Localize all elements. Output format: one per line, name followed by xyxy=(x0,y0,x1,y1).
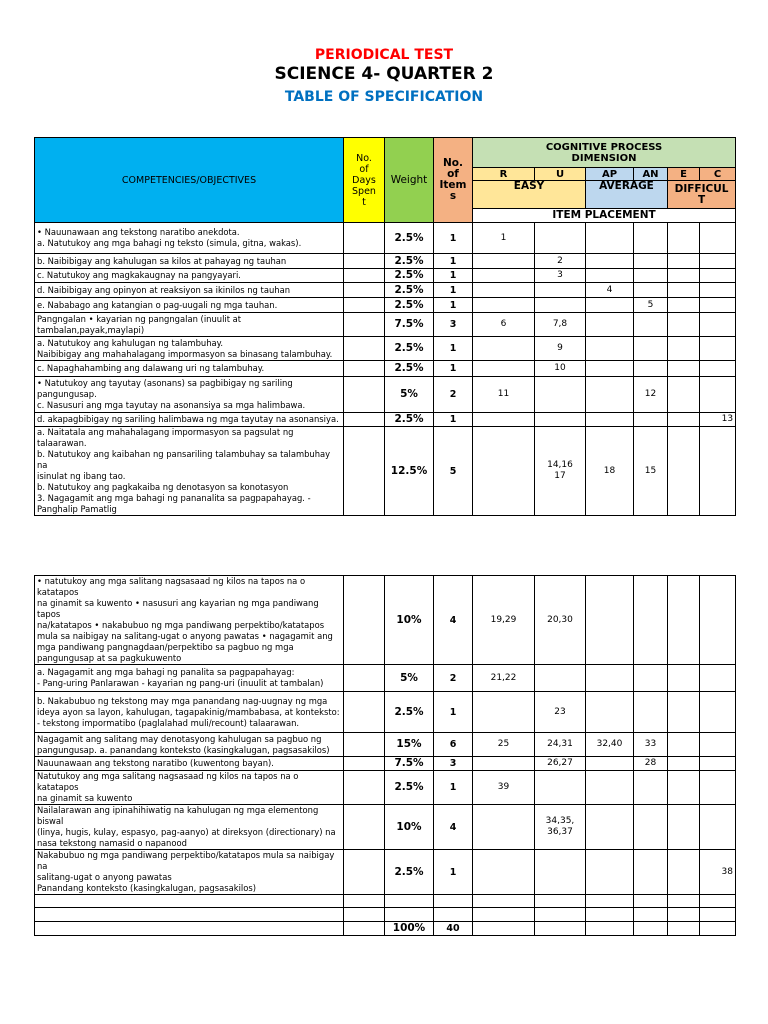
placement-cell xyxy=(700,908,736,922)
weight-cell: 10% xyxy=(385,576,434,665)
placement-cell xyxy=(700,733,736,757)
placement-cell xyxy=(586,269,634,283)
placement-cell xyxy=(473,922,535,936)
placement-cell xyxy=(473,413,535,427)
placement-cell: 14,16 17 xyxy=(535,427,586,516)
days-cell xyxy=(344,298,385,313)
placement-cell xyxy=(668,283,700,298)
competency-cell: • Natutukoy ang tayutay (asonans) sa pagbibigay ng sariling pangungusap. c. Nasusuri ang mga tayutay na asonansiya sa mga halimbawa. xyxy=(35,377,344,413)
items-cell: 1 xyxy=(434,298,473,313)
specification-table-bottom xyxy=(34,575,736,936)
days-cell xyxy=(344,427,385,516)
placement-cell: 15 xyxy=(634,427,668,516)
items-cell: 2 xyxy=(434,665,473,692)
placement-cell: 33 xyxy=(634,733,668,757)
placement-cell xyxy=(700,665,736,692)
placement-cell xyxy=(586,576,634,665)
weight-cell: 2.5% xyxy=(385,254,434,269)
items-cell: 1 xyxy=(434,269,473,283)
table-row xyxy=(35,576,736,665)
placement-cell: 18 xyxy=(586,427,634,516)
placement-cell: 19,29 xyxy=(473,576,535,665)
placement-cell xyxy=(668,298,700,313)
placement-cell: 13 xyxy=(700,413,736,427)
placement-cell xyxy=(700,269,736,283)
competency-cell: Nauunawaan ang tekstong naratibo (kuwentong bayan). xyxy=(35,757,344,771)
table-row xyxy=(35,805,736,850)
placement-cell: 20,30 xyxy=(535,576,586,665)
placement-cell: 21,22 xyxy=(473,665,535,692)
items-cell: 4 xyxy=(434,576,473,665)
placement-cell xyxy=(634,665,668,692)
placement-cell xyxy=(700,313,736,337)
placement-cell xyxy=(473,908,535,922)
weight-cell: 5% xyxy=(385,377,434,413)
placement-cell xyxy=(473,337,535,361)
placement-cell xyxy=(535,771,586,805)
placement-cell xyxy=(668,576,700,665)
placement-cell xyxy=(668,337,700,361)
placement-cell xyxy=(535,665,586,692)
weight-cell: 15% xyxy=(385,733,434,757)
days-cell xyxy=(344,922,385,936)
table-row xyxy=(35,337,736,361)
placement-cell: 9 xyxy=(535,337,586,361)
placement-cell xyxy=(473,692,535,733)
days-cell xyxy=(344,771,385,805)
weight-cell: 100% xyxy=(385,922,434,936)
items-cell: 2 xyxy=(434,377,473,413)
table-row xyxy=(35,692,736,733)
average-header: AVERAGE xyxy=(586,181,668,209)
placement-cell xyxy=(700,922,736,936)
placement-cell xyxy=(586,895,634,908)
placement-cell xyxy=(535,850,586,895)
weight-cell: 2.5% xyxy=(385,298,434,313)
placement-cell xyxy=(586,361,634,377)
item-placement-header: ITEM PLACEMENT xyxy=(473,209,736,223)
days-cell xyxy=(344,908,385,922)
placement-cell xyxy=(700,771,736,805)
easy-header: EASY xyxy=(473,181,586,209)
placement-cell xyxy=(700,361,736,377)
placement-cell xyxy=(700,576,736,665)
days-cell xyxy=(344,223,385,254)
competency-cell xyxy=(35,922,344,936)
days-cell xyxy=(344,757,385,771)
placement-cell xyxy=(535,223,586,254)
items-cell: 1 xyxy=(434,337,473,361)
competency-cell: d. Naibibigay ang opinyon at reaksiyon sa ikinilos ng tauhan xyxy=(35,283,344,298)
weight-cell: 10% xyxy=(385,805,434,850)
placement-cell xyxy=(634,576,668,665)
placement-cell xyxy=(668,771,700,805)
table-row xyxy=(35,895,736,908)
periodical-test-title: PERIODICAL TEST xyxy=(314,47,454,63)
placement-cell xyxy=(473,283,535,298)
competency-cell: Pangngalan • kayarian ng pangngalan (inuulit at tambalan,payak,maylapi) xyxy=(35,313,344,337)
items-cell xyxy=(434,908,473,922)
table-row xyxy=(35,908,736,922)
placement-cell xyxy=(634,805,668,850)
placement-cell xyxy=(586,771,634,805)
placement-cell xyxy=(634,692,668,733)
placement-cell: 38 xyxy=(700,850,736,895)
placement-cell xyxy=(586,377,634,413)
placement-cell: 2 xyxy=(535,254,586,269)
competency-cell: a. Naitatala ang mahahalagang impormasyon sa pagsulat ng talaarawan. b. Natutukoy ang kaibahan ng pansariling talambuhay sa talambuhay na isinulat ng ibang tao. b. Natutukoy ang pagkakaiba ng denotasyon sa konotasyon 3. Nagagamit ang mga bahagi ng pananalita sa pagpapahayag. - Panghalip Pamatlig xyxy=(35,427,344,516)
placement-cell xyxy=(634,413,668,427)
placement-cell xyxy=(634,895,668,908)
placement-cell: 7,8 xyxy=(535,313,586,337)
placement-cell xyxy=(473,427,535,516)
placement-cell xyxy=(473,805,535,850)
placement-cell xyxy=(700,692,736,733)
competency-cell: • Nauunawaan ang tekstong naratibo anekdota. a. Natutukoy ang mga bahagi ng teksto (simula, gitna, wakas). xyxy=(35,223,344,254)
competency-cell: d. akapagbibigay ng sariling halimbawa ng mga tayutay na asonansiya. xyxy=(35,413,344,427)
placement-cell xyxy=(700,427,736,516)
competency-cell xyxy=(35,908,344,922)
items-cell: 3 xyxy=(434,313,473,337)
weight-cell xyxy=(385,895,434,908)
placement-cell xyxy=(586,908,634,922)
items-cell: 6 xyxy=(434,733,473,757)
placement-cell xyxy=(535,413,586,427)
placement-cell xyxy=(586,805,634,850)
placement-cell xyxy=(634,269,668,283)
table-row xyxy=(35,665,736,692)
placement-cell: 39 xyxy=(473,771,535,805)
placement-cell xyxy=(668,757,700,771)
placement-cell xyxy=(535,283,586,298)
placement-cell xyxy=(634,361,668,377)
level-header-c: C xyxy=(700,168,736,181)
placement-cell: 10 xyxy=(535,361,586,377)
table-row xyxy=(35,313,736,337)
competency-cell: Nailalarawan ang ipinahihiwatig na kahulugan ng mga elementong biswal (linya, hugis, kulay, espasyo, pag-aanyo) at direksyon (directionary) na nasa tekstong namasid o napanood xyxy=(35,805,344,850)
placement-cell: 4 xyxy=(586,283,634,298)
competency-cell: c. Napaghahambing ang dalawang uri ng talambuhay. xyxy=(35,361,344,377)
table-row xyxy=(35,298,736,313)
placement-cell xyxy=(473,298,535,313)
placement-cell xyxy=(668,692,700,733)
placement-cell xyxy=(668,223,700,254)
placement-cell xyxy=(700,223,736,254)
placement-cell xyxy=(668,733,700,757)
items-cell: 1 xyxy=(434,361,473,377)
table-row xyxy=(35,733,736,757)
placement-cell: 34,35, 36,37 xyxy=(535,805,586,850)
placement-cell xyxy=(634,337,668,361)
placement-cell xyxy=(668,269,700,283)
placement-cell xyxy=(668,908,700,922)
weight-cell: 7.5% xyxy=(385,313,434,337)
placement-cell xyxy=(535,298,586,313)
placement-cell xyxy=(473,850,535,895)
placement-cell xyxy=(473,254,535,269)
weight-cell: 2.5% xyxy=(385,361,434,377)
placement-cell xyxy=(586,692,634,733)
days-cell xyxy=(344,269,385,283)
competency-cell: Natutukoy ang mga salitang nagsasaad ng kilos na tapos na o katatapos na ginamit sa kuwento xyxy=(35,771,344,805)
table-row xyxy=(35,283,736,298)
weight-cell xyxy=(385,908,434,922)
competency-cell: • natutukoy ang mga salitang nagsasaad ng kilos na tapos na o katatapos na ginamit sa kuwento • nasusuri ang kayarian ng mga pandiwang tapos na/katatapos • nakabubuo ng mga pandiwang perpektibo/katatapos mula sa naibigay na salitang-ugat o anyong pawatas • nagagamit ang mga pandiwang pangnagdaan/perpektibo sa pagbuo ng mga pangungusap at sa pagkukuwento xyxy=(35,576,344,665)
placement-cell xyxy=(586,413,634,427)
tos-title: TABLE OF SPECIFICATION xyxy=(284,89,484,105)
placement-cell xyxy=(700,298,736,313)
placement-cell xyxy=(473,757,535,771)
placement-cell: 3 xyxy=(535,269,586,283)
days-cell xyxy=(344,337,385,361)
items-cell: 1 xyxy=(434,771,473,805)
placement-cell xyxy=(634,254,668,269)
specification-table-top xyxy=(34,137,736,516)
placement-cell xyxy=(473,895,535,908)
competency-cell: Nakabubuo ng mga pandiwang perpektibo/katatapos mula sa naibigay na salitang-ugat o anyong pawatas Panandang konteksto (kasingkalugan, pagsasakilos) xyxy=(35,850,344,895)
table-row xyxy=(35,269,736,283)
weight-cell: 7.5% xyxy=(385,757,434,771)
table-row xyxy=(35,922,736,936)
placement-cell: 28 xyxy=(634,757,668,771)
level-header-ap: AP xyxy=(586,168,634,181)
placement-cell xyxy=(535,377,586,413)
competency-cell: b. Naibibigay ang kahulugan sa kilos at pahayag ng tauhan xyxy=(35,254,344,269)
placement-cell: 6 xyxy=(473,313,535,337)
days-cell xyxy=(344,361,385,377)
table-row xyxy=(35,771,736,805)
items-cell: 4 xyxy=(434,805,473,850)
weight-cell: 5% xyxy=(385,665,434,692)
level-header-u: U xyxy=(535,168,586,181)
days-cell xyxy=(344,733,385,757)
placement-cell: 12 xyxy=(634,377,668,413)
placement-cell xyxy=(586,337,634,361)
placement-cell xyxy=(586,665,634,692)
placement-cell xyxy=(668,850,700,895)
placement-cell xyxy=(634,922,668,936)
weight-cell: 2.5% xyxy=(385,283,434,298)
items-cell: 1 xyxy=(434,223,473,254)
days-cell xyxy=(344,895,385,908)
placement-cell xyxy=(668,895,700,908)
competency-cell: e. Nababago ang katangian o pag-uugali ng mga tauhan. xyxy=(35,298,344,313)
placement-cell xyxy=(700,895,736,908)
placement-cell xyxy=(535,895,586,908)
placement-cell xyxy=(634,771,668,805)
items-cell: 1 xyxy=(434,283,473,298)
placement-cell xyxy=(586,922,634,936)
placement-cell xyxy=(634,313,668,337)
placement-cell: 24,31 xyxy=(535,733,586,757)
days-cell xyxy=(344,254,385,269)
days-cell xyxy=(344,850,385,895)
placement-cell: 32,40 xyxy=(586,733,634,757)
table-row xyxy=(35,757,736,771)
competency-cell: Nagagamit ang salitang may denotasyong kahulugan sa pagbuo ng pangungusap. a. panandang konteksto (kasingkalugan, pagsasakilos) xyxy=(35,733,344,757)
days-cell xyxy=(344,665,385,692)
placement-cell xyxy=(586,223,634,254)
items-cell: 1 xyxy=(434,692,473,733)
days-cell xyxy=(344,313,385,337)
table-row xyxy=(35,254,736,269)
days-cell xyxy=(344,283,385,298)
placement-cell: 26,27 xyxy=(535,757,586,771)
items-cell: 5 xyxy=(434,427,473,516)
placement-cell xyxy=(586,298,634,313)
cognitive-header: COGNITIVE PROCESS DIMENSION xyxy=(473,138,736,168)
weight-cell: 2.5% xyxy=(385,850,434,895)
items-cell: 1 xyxy=(434,850,473,895)
placement-cell xyxy=(634,850,668,895)
days-cell xyxy=(344,377,385,413)
placement-cell xyxy=(668,313,700,337)
difficult-header: DIFFICUL T xyxy=(668,181,736,209)
placement-cell xyxy=(700,254,736,269)
level-header-an: AN xyxy=(634,168,668,181)
placement-cell xyxy=(473,361,535,377)
competency-cell: a. Nagagamit ang mga bahagi ng panalita sa pagpapahayag: - Pang-uring Panlarawan - kayarian ng pang-uri (inuulit at tambalan) xyxy=(35,665,344,692)
items-cell: 3 xyxy=(434,757,473,771)
weight-cell: 2.5% xyxy=(385,269,434,283)
items-cell: 40 xyxy=(434,922,473,936)
placement-cell: 1 xyxy=(473,223,535,254)
level-header-r: R xyxy=(473,168,535,181)
placement-cell xyxy=(668,427,700,516)
competencies-header: COMPETENCIES/OBJECTIVES xyxy=(35,138,344,223)
placement-cell xyxy=(668,922,700,936)
placement-cell xyxy=(668,377,700,413)
placement-cell xyxy=(700,283,736,298)
placement-cell xyxy=(700,377,736,413)
days-cell xyxy=(344,805,385,850)
competency-cell: a. Natutukoy ang kahulugan ng talambuhay. Naibibigay ang mahahalagang impormasyon sa binasang talambuhay. xyxy=(35,337,344,361)
placement-cell xyxy=(535,908,586,922)
weight-cell: 2.5% xyxy=(385,413,434,427)
items-cell xyxy=(434,895,473,908)
competency-cell: c. Natutukoy ang magkakaugnay na pangyayari. xyxy=(35,269,344,283)
level-header-e: E xyxy=(668,168,700,181)
placement-cell xyxy=(586,313,634,337)
placement-cell xyxy=(634,223,668,254)
weight-cell: 2.5% xyxy=(385,337,434,361)
weight-cell: 2.5% xyxy=(385,692,434,733)
placement-cell: 23 xyxy=(535,692,586,733)
items-header: No. of Item s xyxy=(434,138,473,223)
days-cell xyxy=(344,413,385,427)
table-row xyxy=(35,223,736,254)
placement-cell: 25 xyxy=(473,733,535,757)
placement-cell xyxy=(668,805,700,850)
table-row xyxy=(35,850,736,895)
table-row xyxy=(35,413,736,427)
weight-cell: 12.5% xyxy=(385,427,434,516)
placement-cell xyxy=(586,254,634,269)
table-row xyxy=(35,377,736,413)
placement-cell xyxy=(634,283,668,298)
subject-title: SCIENCE 4- QUARTER 2 xyxy=(274,64,494,84)
placement-cell xyxy=(668,361,700,377)
placement-cell xyxy=(634,908,668,922)
table-row xyxy=(35,427,736,516)
placement-cell xyxy=(700,337,736,361)
items-cell: 1 xyxy=(434,254,473,269)
weight-cell: 2.5% xyxy=(385,771,434,805)
days-cell xyxy=(344,692,385,733)
competency-cell: b. Nakabubuo ng tekstong may mga panandang nag-uugnay ng mga ideya ayon sa layon, kahulugan, tagapakinig/mambabasa, at konteksto: - tekstong impormatibo (paglalahad muli/recount) talaarawan. xyxy=(35,692,344,733)
placement-cell: 5 xyxy=(634,298,668,313)
days-cell xyxy=(344,576,385,665)
placement-cell xyxy=(668,665,700,692)
placement-cell xyxy=(586,757,634,771)
placement-cell xyxy=(473,269,535,283)
weight-header: Weight xyxy=(385,138,434,223)
placement-cell xyxy=(668,413,700,427)
placement-cell xyxy=(586,850,634,895)
placement-cell xyxy=(535,922,586,936)
weight-cell: 2.5% xyxy=(385,223,434,254)
placement-cell xyxy=(700,757,736,771)
table-row xyxy=(35,361,736,377)
placement-cell xyxy=(668,254,700,269)
competency-cell xyxy=(35,895,344,908)
placement-cell xyxy=(700,805,736,850)
placement-cell: 11 xyxy=(473,377,535,413)
items-cell: 1 xyxy=(434,413,473,427)
days-header: No. of Days Spen t xyxy=(344,138,385,223)
